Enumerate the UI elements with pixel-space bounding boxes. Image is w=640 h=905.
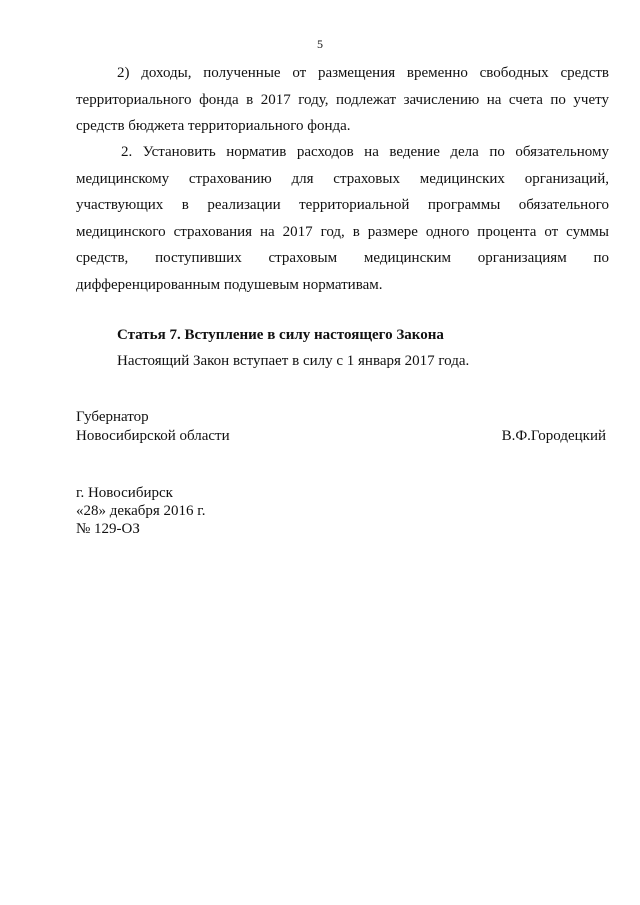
place-date-block [76, 484, 206, 538]
signatory-position-line: Новосибирской области [76, 428, 230, 444]
paragraph-line: медицинского страхования на 2017 год, в размере одного процента от суммы [76, 223, 609, 240]
paragraph-line: средств бюджета территориального фонда. [76, 118, 351, 134]
paragraph-line: территориального фонда в 2017 году, подлежат зачислению на счета по учету [76, 91, 609, 108]
paragraph-line: 2. Установить норматив расходов на ведение дела по обязательному [121, 144, 609, 160]
article-7-title: Статья 7. Вступление в силу настоящего Закона [117, 327, 444, 343]
signatory-name: В.Ф.Городецкий [501, 428, 606, 444]
paragraph-line: участвующих в реализации территориальной программы обязательного [76, 197, 609, 213]
city-line: г. Новосибирск [76, 485, 173, 501]
article-7-text: Настоящий Закон вступает в силу с 1 января 2017 года. [117, 353, 470, 369]
signatory-position [76, 408, 230, 446]
signatory-position-line: Губернатор [76, 409, 149, 425]
paragraph-line: медицинскому страхованию для страховых медицинских организаций, [76, 170, 609, 187]
paragraph-line: 2) доходы, полученные от размещения временно свободных средств [117, 65, 609, 81]
law-number-line: № 129-ОЗ [76, 521, 140, 537]
page-number: 5 [317, 37, 323, 51]
date-line: «28» декабря 2016 г. [76, 503, 206, 519]
paragraph-line: дифференцированным подушевым нормативам. [76, 276, 383, 293]
paragraph-income-placement [76, 60, 609, 140]
paragraph-line: средств, поступивших страховым медицинским организациям по [76, 250, 609, 266]
paragraph-expense-norm [76, 139, 609, 298]
